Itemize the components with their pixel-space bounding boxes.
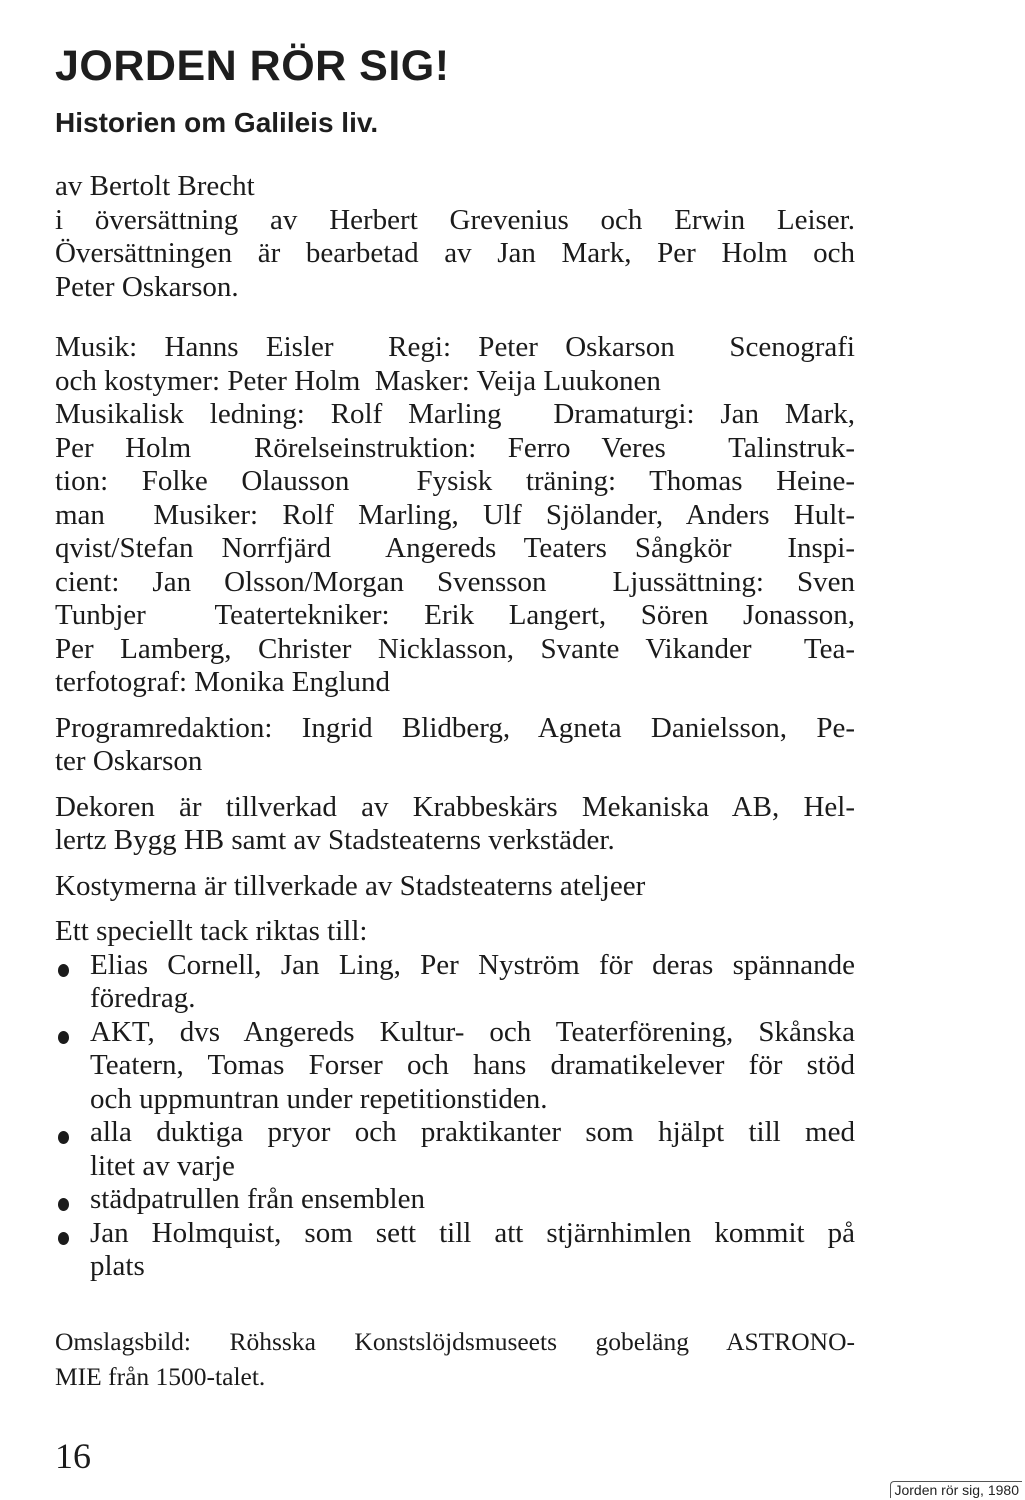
crew-line: och kostymer: Peter Holm Masker: Veija Luukonen xyxy=(55,364,661,397)
decor-line: lertz Bygg HB samt av Stadsteaterns verkstäder. xyxy=(55,824,615,856)
document-subtitle: Historien om Galileis liv. xyxy=(55,107,379,138)
image-caption: Jorden rör sig, 1980 xyxy=(890,1481,1022,1498)
thanks-item xyxy=(55,1116,855,1183)
thanks-line: alla duktiga pryor och praktikanter som hjälpt till med xyxy=(90,1116,855,1148)
page-number: 16 xyxy=(55,1436,91,1476)
thanks-line: föredrag. xyxy=(90,982,196,1014)
thanks-line: AKT, dvs Angereds Kultur- och Teaterförening, Skånska xyxy=(90,1015,855,1048)
thanks-line: städpatrullen från ensemblen xyxy=(90,1183,425,1215)
bullet-icon xyxy=(58,1131,69,1144)
crew-line: Musikalisk ledning: Rolf Marling Dramaturgi: Jan Mark, xyxy=(55,398,855,430)
thanks-line: plats xyxy=(90,1250,145,1282)
thanks-list xyxy=(55,949,855,1284)
bullet-icon xyxy=(58,964,69,977)
crew-line: tion: Folke Olausson Fysisk träning: Thomas Heine- xyxy=(55,465,855,497)
crew-line: Per Lamberg, Christer Nicklasson, Svante Vikander Tea- xyxy=(55,632,855,665)
costume-credits: Kostymerna är tillverkade av Stadsteaterns ateljeer xyxy=(55,869,646,902)
program-line: Programredaktion: Ingrid Blidberg, Agneta Danielsson, Pe- xyxy=(55,711,855,744)
thanks-line: Jan Holmquist, som sett till att stjärnhimlen kommit på xyxy=(90,1216,855,1249)
adaptation-line-end: Peter Oskarson. xyxy=(55,270,239,303)
crew-line: terfotograf: Monika Englund xyxy=(55,666,391,698)
bullet-icon xyxy=(58,1232,69,1245)
program-line: ter Oskarson xyxy=(55,745,203,777)
crew-line: cient: Jan Olsson/Morgan Svensson Ljussättning: Sven xyxy=(55,565,855,598)
thanks-item xyxy=(55,1217,855,1284)
decor-credits xyxy=(55,791,855,858)
cover-line: MIE från 1500-talet. xyxy=(55,1361,266,1391)
translation-credits xyxy=(55,170,855,304)
crew-line: Musik: Hanns Eisler Regi: Peter Oskarson Scenografi xyxy=(55,331,855,363)
thanks-line: litet av varje xyxy=(90,1149,235,1182)
program-editors xyxy=(55,712,855,779)
thanks-line: Teatern, Tomas Forser och hans dramatikelever för stöd xyxy=(90,1049,855,1081)
crew-line: Tunbjer Teatertekniker: Erik Langert, Sören Jonasson, xyxy=(55,599,855,631)
bullet-icon xyxy=(58,1031,69,1044)
crew-line: man Musiker: Rolf Marling, Ulf Sjölander, Anders Hult- xyxy=(55,498,855,531)
author-line: av Bertolt Brecht xyxy=(55,170,255,202)
cover-line: Omslagsbild: Röhsska Konstslöjdsmuseets gobeläng ASTRONO- xyxy=(55,1326,855,1356)
thanks-item xyxy=(55,1016,855,1117)
thanks-line: och uppmuntran under repetitionstiden. xyxy=(90,1082,548,1115)
crew-line: qvist/Stefan Norrfjärd Angereds Teaters Sångkör Inspi- xyxy=(55,532,855,564)
crew-line: Per Holm Rörelseinstruktion: Ferro Veres Talinstruk- xyxy=(55,431,855,464)
decor-line: Dekoren är tillverkad av Krabbeskärs Mekaniska AB, Hel- xyxy=(55,790,855,823)
thanks-item xyxy=(55,1183,855,1217)
document-title: JORDEN RÖR SIG! xyxy=(55,42,450,90)
translation-line: i översättning av Herbert Grevenius och Erwin Leiser. xyxy=(55,203,855,236)
bullet-icon xyxy=(58,1198,69,1211)
crew-credits xyxy=(55,331,855,700)
thanks-heading: Ett speciellt tack riktas till: xyxy=(55,915,368,947)
thanks-item xyxy=(55,949,855,1016)
adaptation-line: Översättningen är bearbetad av Jan Mark, Per Holm och xyxy=(55,237,855,269)
document-page xyxy=(55,40,855,1394)
cover-image-credit xyxy=(55,1324,855,1394)
thanks-line: Elias Cornell, Jan Ling, Per Nyström för deras spännande xyxy=(90,948,855,981)
